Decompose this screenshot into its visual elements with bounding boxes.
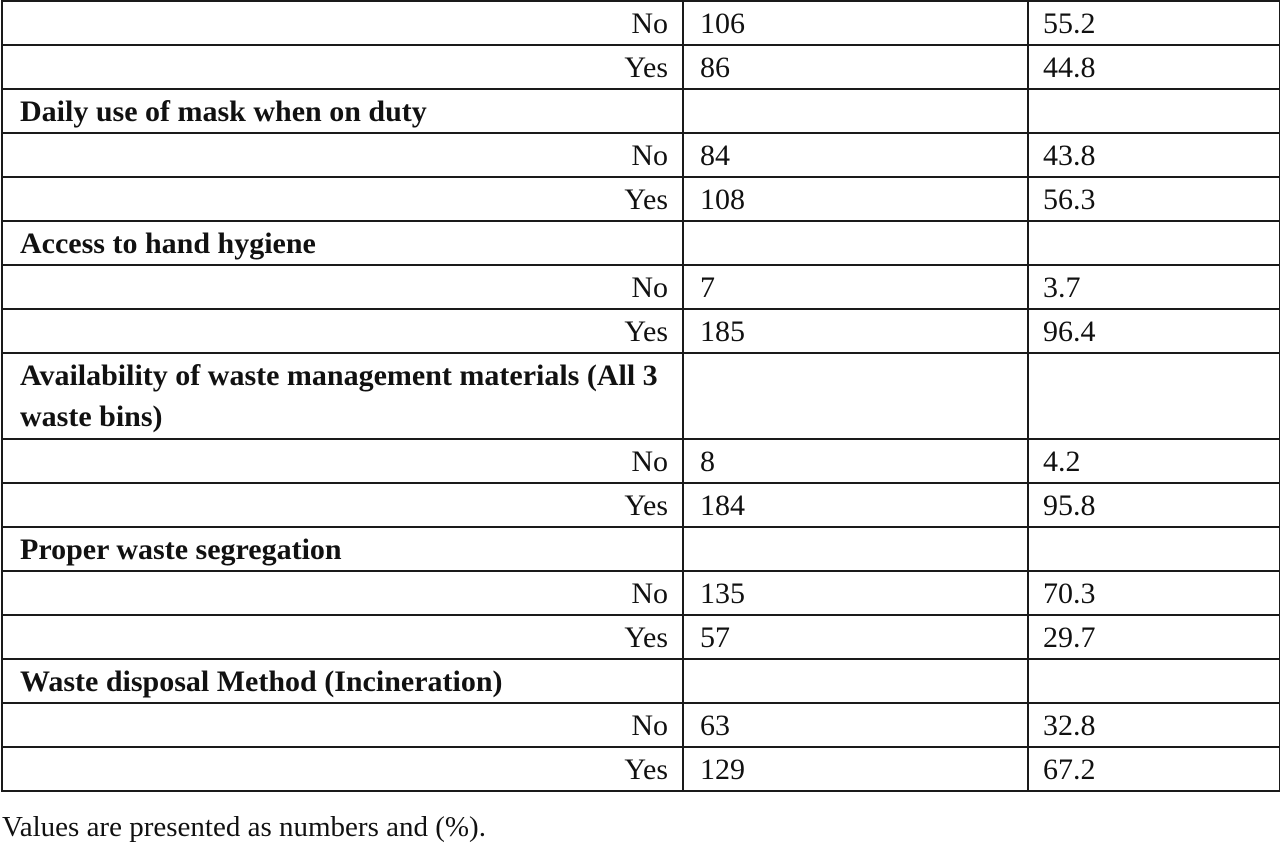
percent-cell: 95.8 <box>1028 483 1280 527</box>
table-body <box>2 1 1280 791</box>
percent-cell: 3.7 <box>1028 265 1280 309</box>
count-cell: 84 <box>683 133 1028 177</box>
count-cell: 63 <box>683 703 1028 747</box>
count-cell: 129 <box>683 747 1028 791</box>
percent-cell: 56.3 <box>1028 177 1280 221</box>
percent-cell: 43.8 <box>1028 133 1280 177</box>
response-label: Yes <box>2 45 683 89</box>
section-header-row <box>2 527 1280 571</box>
response-label: Yes <box>2 747 683 791</box>
response-label: No <box>2 703 683 747</box>
empty-cell <box>683 353 1028 439</box>
section-header-row <box>2 221 1280 265</box>
count-cell: 57 <box>683 615 1028 659</box>
section-label: Daily use of mask when on duty <box>2 89 683 133</box>
response-label: Yes <box>2 615 683 659</box>
table-row <box>2 177 1280 221</box>
section-label: Waste disposal Method (Incineration) <box>2 659 683 703</box>
table-container <box>1 0 1279 792</box>
percent-cell: 67.2 <box>1028 747 1280 791</box>
percent-cell: 29.7 <box>1028 615 1280 659</box>
count-cell: 135 <box>683 571 1028 615</box>
response-label: No <box>2 265 683 309</box>
count-cell: 7 <box>683 265 1028 309</box>
table-row <box>2 703 1280 747</box>
table-row <box>2 45 1280 89</box>
section-header-row <box>2 659 1280 703</box>
response-label: No <box>2 133 683 177</box>
response-label: Yes <box>2 483 683 527</box>
results-table <box>1 0 1280 792</box>
percent-cell: 96.4 <box>1028 309 1280 353</box>
empty-cell <box>1028 527 1280 571</box>
response-label: No <box>2 439 683 483</box>
response-label: No <box>2 571 683 615</box>
count-cell: 86 <box>683 45 1028 89</box>
count-cell: 108 <box>683 177 1028 221</box>
empty-cell <box>683 221 1028 265</box>
table-row <box>2 133 1280 177</box>
section-label: Proper waste segregation <box>2 527 683 571</box>
empty-cell <box>683 527 1028 571</box>
percent-cell: 44.8 <box>1028 45 1280 89</box>
table-row <box>2 747 1280 791</box>
empty-cell <box>683 659 1028 703</box>
section-header-row <box>2 89 1280 133</box>
count-cell: 184 <box>683 483 1028 527</box>
empty-cell <box>683 89 1028 133</box>
count-cell: 185 <box>683 309 1028 353</box>
table-row <box>2 571 1280 615</box>
percent-cell: 70.3 <box>1028 571 1280 615</box>
empty-cell <box>1028 89 1280 133</box>
percent-cell: 32.8 <box>1028 703 1280 747</box>
table-row <box>2 1 1280 45</box>
response-label: No <box>2 1 683 45</box>
table-row <box>2 483 1280 527</box>
empty-cell <box>1028 659 1280 703</box>
table-row <box>2 309 1280 353</box>
count-cell: 106 <box>683 1 1028 45</box>
empty-cell <box>1028 221 1280 265</box>
table-footnote: Values are presented as numbers and (%). <box>2 811 486 843</box>
response-label: Yes <box>2 177 683 221</box>
section-label: Availability of waste management materials (All 3 waste bins) <box>2 353 683 439</box>
table-row <box>2 615 1280 659</box>
percent-cell: 55.2 <box>1028 1 1280 45</box>
table-row <box>2 265 1280 309</box>
section-label: Access to hand hygiene <box>2 221 683 265</box>
empty-cell <box>1028 353 1280 439</box>
count-cell: 8 <box>683 439 1028 483</box>
response-label: Yes <box>2 309 683 353</box>
section-header-row <box>2 353 1280 439</box>
table-row <box>2 439 1280 483</box>
percent-cell: 4.2 <box>1028 439 1280 483</box>
